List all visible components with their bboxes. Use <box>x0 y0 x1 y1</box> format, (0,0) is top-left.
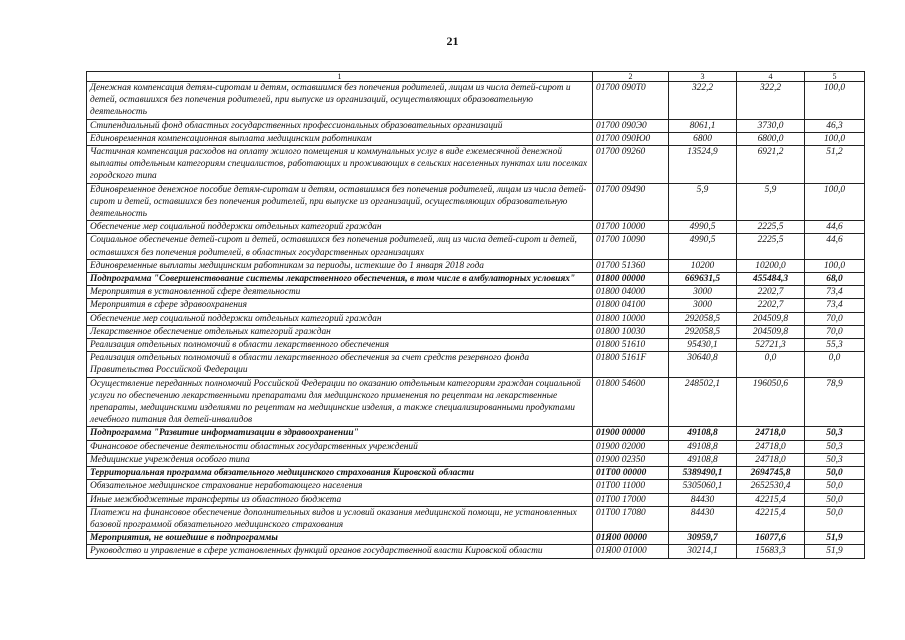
row-code-cell: 01800 10000 <box>593 312 669 325</box>
row-executed-value-cell: 24718,0 <box>737 453 805 466</box>
row-executed-value-cell: 6800,0 <box>737 132 805 145</box>
row-executed-value-cell: 15683,3 <box>737 545 805 558</box>
row-name-cell: Территориальная программа обязательного медицинского страхования Кировской области <box>87 467 593 480</box>
table-row <box>87 146 865 184</box>
row-approved-value-cell: 669631,5 <box>669 273 737 286</box>
table-body <box>87 82 865 559</box>
row-approved-value-cell: 30640,8 <box>669 352 737 377</box>
row-code-cell: 01800 04000 <box>593 286 669 299</box>
row-approved-value-cell: 84430 <box>669 506 737 531</box>
row-name-cell: Единовременная компенсационная выплата медицинским работникам <box>87 132 593 145</box>
row-code-cell: 01700 09260 <box>593 146 669 184</box>
row-executed-value-cell: 455484,3 <box>737 273 805 286</box>
row-executed-value-cell: 204509,8 <box>737 312 805 325</box>
table-row <box>87 480 865 493</box>
row-code-cell: 01Т00 17000 <box>593 493 669 506</box>
row-percent-cell: 44,6 <box>805 234 865 259</box>
table-row <box>87 493 865 506</box>
row-percent-cell: 68,0 <box>805 273 865 286</box>
row-name-cell: Руководство и управление в сфере установленных функций органов государственной власти Кировской области <box>87 545 593 558</box>
row-executed-value-cell: 42215,4 <box>737 506 805 531</box>
row-name-cell: Мероприятия в установленной сфере деятельности <box>87 286 593 299</box>
row-approved-value-cell: 5,9 <box>669 183 737 221</box>
row-percent-cell: 100,0 <box>805 183 865 221</box>
row-executed-value-cell: 196050,6 <box>737 377 805 427</box>
row-name-cell: Единовременные выплаты медицинским работникам за периоды, истекшие до 1 января 2018 года <box>87 259 593 272</box>
row-percent-cell: 73,4 <box>805 286 865 299</box>
row-code-cell: 01800 00000 <box>593 273 669 286</box>
budget-table <box>86 71 865 559</box>
row-name-cell: Обязательное медицинское страхование неработающего населения <box>87 480 593 493</box>
row-approved-value-cell: 8061,1 <box>669 119 737 132</box>
row-code-cell: 01Я00 01000 <box>593 545 669 558</box>
row-approved-value-cell: 248502,1 <box>669 377 737 427</box>
row-percent-cell: 50,0 <box>805 493 865 506</box>
row-percent-cell: 50,0 <box>805 467 865 480</box>
row-approved-value-cell: 30214,1 <box>669 545 737 558</box>
row-executed-value-cell: 2202,7 <box>737 299 805 312</box>
table-row <box>87 339 865 352</box>
row-executed-value-cell: 0,0 <box>737 352 805 377</box>
row-approved-value-cell: 292058,5 <box>669 312 737 325</box>
row-executed-value-cell: 42215,4 <box>737 493 805 506</box>
table-row <box>87 427 865 440</box>
row-code-cell: 01Т00 00000 <box>593 467 669 480</box>
row-approved-value-cell: 4990,5 <box>669 221 737 234</box>
table-row <box>87 286 865 299</box>
row-percent-cell: 70,0 <box>805 312 865 325</box>
row-percent-cell: 100,0 <box>805 82 865 120</box>
row-approved-value-cell: 13524,9 <box>669 146 737 184</box>
row-code-cell: 01700 090Ю0 <box>593 132 669 145</box>
row-name-cell: Мероприятия в сфере здравоохранения <box>87 299 593 312</box>
row-percent-cell: 0,0 <box>805 352 865 377</box>
row-name-cell: Мероприятия, не вошедшие в подпрограммы <box>87 532 593 545</box>
row-percent-cell: 51,9 <box>805 545 865 558</box>
row-approved-value-cell: 84430 <box>669 493 737 506</box>
row-executed-value-cell: 2202,7 <box>737 286 805 299</box>
row-name-cell: Частичная компенсация расходов на оплату жилого помещения и коммунальных услуг в виде ежемесячной денежной выплаты отдельным категориям специалистов, работающих и проживающих в сельских населенных пунктах или поселках городского типа <box>87 146 593 184</box>
row-percent-cell: 44,6 <box>805 221 865 234</box>
row-name-cell: Иные межбюджетные трансферты из областного бюджета <box>87 493 593 506</box>
row-percent-cell: 51,2 <box>805 146 865 184</box>
table-row <box>87 234 865 259</box>
table-row <box>87 119 865 132</box>
row-approved-value-cell: 10200 <box>669 259 737 272</box>
table-row <box>87 352 865 377</box>
row-executed-value-cell: 2225,5 <box>737 221 805 234</box>
row-name-cell: Осуществление переданных полномочий Российской Федерации по оказанию отдельным категориям граждан социальной услуги по обеспечению лекарственными препаратами для медицинского применения по рецептам на лекарственные препараты, медицинскими изделиями по рецептам на медицинские изделия, а также специализированными продуктами лечебного питания для детей-инвалидов <box>87 377 593 427</box>
table-row <box>87 532 865 545</box>
row-approved-value-cell: 4990,5 <box>669 234 737 259</box>
row-code-cell: 01900 02350 <box>593 453 669 466</box>
row-percent-cell: 51,9 <box>805 532 865 545</box>
table-row <box>87 467 865 480</box>
table-row <box>87 440 865 453</box>
row-approved-value-cell: 49108,8 <box>669 427 737 440</box>
row-code-cell: 01700 09490 <box>593 183 669 221</box>
row-code-cell: 01Т00 17080 <box>593 506 669 531</box>
header-col-3: 3 <box>669 72 737 82</box>
row-code-cell: 01Я00 00000 <box>593 532 669 545</box>
row-percent-cell: 70,0 <box>805 325 865 338</box>
row-executed-value-cell: 322,2 <box>737 82 805 120</box>
row-code-cell: 01900 02000 <box>593 440 669 453</box>
row-name-cell: Обеспечение мер социальной поддержки отдельных категорий граждан <box>87 312 593 325</box>
row-code-cell: 01800 54600 <box>593 377 669 427</box>
row-code-cell: 01700 090Т0 <box>593 82 669 120</box>
table-row <box>87 221 865 234</box>
row-percent-cell: 50,3 <box>805 427 865 440</box>
row-code-cell: 01800 5161F <box>593 352 669 377</box>
row-name-cell: Лекарственное обеспечение отдельных категорий граждан <box>87 325 593 338</box>
header-col-4: 4 <box>737 72 805 82</box>
row-approved-value-cell: 5305060,1 <box>669 480 737 493</box>
row-code-cell: 01700 090Э0 <box>593 119 669 132</box>
row-code-cell: 01Т00 11000 <box>593 480 669 493</box>
row-code-cell: 01700 10000 <box>593 221 669 234</box>
row-code-cell: 01800 51610 <box>593 339 669 352</box>
row-executed-value-cell: 3730,0 <box>737 119 805 132</box>
table-row <box>87 132 865 145</box>
row-name-cell: Социальное обеспечение детей-сирот и детей, оставшихся без попечения родителей, лиц из числа детей-сирот и детей, оставшихся без попечения родителей, в областных государственных организациях <box>87 234 593 259</box>
row-approved-value-cell: 49108,8 <box>669 453 737 466</box>
row-percent-cell: 55,3 <box>805 339 865 352</box>
row-percent-cell: 50,3 <box>805 453 865 466</box>
row-name-cell: Реализация отдельных полномочий в области лекарственного обеспечения за счет средств резервного фонда Правительства Российской Федерации <box>87 352 593 377</box>
row-name-cell: Медицинские учреждения особого типа <box>87 453 593 466</box>
row-approved-value-cell: 3000 <box>669 299 737 312</box>
row-approved-value-cell: 292058,5 <box>669 325 737 338</box>
row-executed-value-cell: 204509,8 <box>737 325 805 338</box>
row-percent-cell: 50,0 <box>805 506 865 531</box>
row-name-cell: Платежи на финансовое обеспечение дополнительных видов и условий оказания медицинской помощи, не установленных базовой программой обязательного медицинского страхования <box>87 506 593 531</box>
row-code-cell: 01700 10090 <box>593 234 669 259</box>
header-col-5: 5 <box>805 72 865 82</box>
row-percent-cell: 46,3 <box>805 119 865 132</box>
row-name-cell: Подпрограмма "Совершенствование системы лекарственного обеспечения, в том числе в амбулаторных условиях" <box>87 273 593 286</box>
row-code-cell: 01800 10030 <box>593 325 669 338</box>
row-executed-value-cell: 2694745,8 <box>737 467 805 480</box>
row-code-cell: 01800 04100 <box>593 299 669 312</box>
row-percent-cell: 78,9 <box>805 377 865 427</box>
table-row <box>87 259 865 272</box>
table-row <box>87 377 865 427</box>
row-name-cell: Единовременное денежное пособие детям-сиротам и детям, оставшимся без попечения родителей, лицам из числа детей-сирот и детей, оставшихся без попечения родителей, при выпуске из организаций, осуществляющих образовательную деятельность <box>87 183 593 221</box>
row-percent-cell: 100,0 <box>805 259 865 272</box>
row-executed-value-cell: 24718,0 <box>737 440 805 453</box>
row-approved-value-cell: 3000 <box>669 286 737 299</box>
row-executed-value-cell: 10200,0 <box>737 259 805 272</box>
row-code-cell: 01900 00000 <box>593 427 669 440</box>
table-row <box>87 506 865 531</box>
row-name-cell: Финансовое обеспечение деятельности областных государственных учреждений <box>87 440 593 453</box>
table-row <box>87 183 865 221</box>
row-executed-value-cell: 24718,0 <box>737 427 805 440</box>
row-approved-value-cell: 30959,7 <box>669 532 737 545</box>
row-percent-cell: 100,0 <box>805 132 865 145</box>
table-row <box>87 312 865 325</box>
header-col-1: 1 <box>87 72 593 82</box>
row-name-cell: Подпрограмма "Развитие информатизации в здравоохранении" <box>87 427 593 440</box>
row-executed-value-cell: 6921,2 <box>737 146 805 184</box>
row-percent-cell: 73,4 <box>805 299 865 312</box>
budget-table-container <box>86 71 864 559</box>
table-row <box>87 273 865 286</box>
table-row <box>87 299 865 312</box>
row-name-cell: Обеспечение мер социальной поддержки отдельных категорий граждан <box>87 221 593 234</box>
table-row <box>87 453 865 466</box>
row-name-cell: Реализация отдельных полномочий в области лекарственного обеспечения <box>87 339 593 352</box>
row-approved-value-cell: 49108,8 <box>669 440 737 453</box>
table-header-row <box>87 72 865 82</box>
row-executed-value-cell: 2225,5 <box>737 234 805 259</box>
table-row <box>87 545 865 558</box>
row-percent-cell: 50,0 <box>805 480 865 493</box>
row-percent-cell: 50,3 <box>805 440 865 453</box>
row-code-cell: 01700 51360 <box>593 259 669 272</box>
row-name-cell: Денежная компенсация детям-сиротам и детям, оставшимся без попечения родителей, лицам из числа детей-сирот и детей, оставшихся без попечения родителей, при выпуске из организаций, осуществляющих образовательную деятельность <box>87 82 593 120</box>
row-name-cell: Стипендиальный фонд областных государственных профессиональных образовательных организаций <box>87 119 593 132</box>
row-executed-value-cell: 2652530,4 <box>737 480 805 493</box>
table-row <box>87 82 865 120</box>
row-executed-value-cell: 5,9 <box>737 183 805 221</box>
row-executed-value-cell: 52721,3 <box>737 339 805 352</box>
page-number: 21 <box>446 34 459 48</box>
row-executed-value-cell: 16077,6 <box>737 532 805 545</box>
header-col-2: 2 <box>593 72 669 82</box>
row-approved-value-cell: 5389490,1 <box>669 467 737 480</box>
row-approved-value-cell: 95430,1 <box>669 339 737 352</box>
row-approved-value-cell: 322,2 <box>669 82 737 120</box>
table-row <box>87 325 865 338</box>
row-approved-value-cell: 6800 <box>669 132 737 145</box>
